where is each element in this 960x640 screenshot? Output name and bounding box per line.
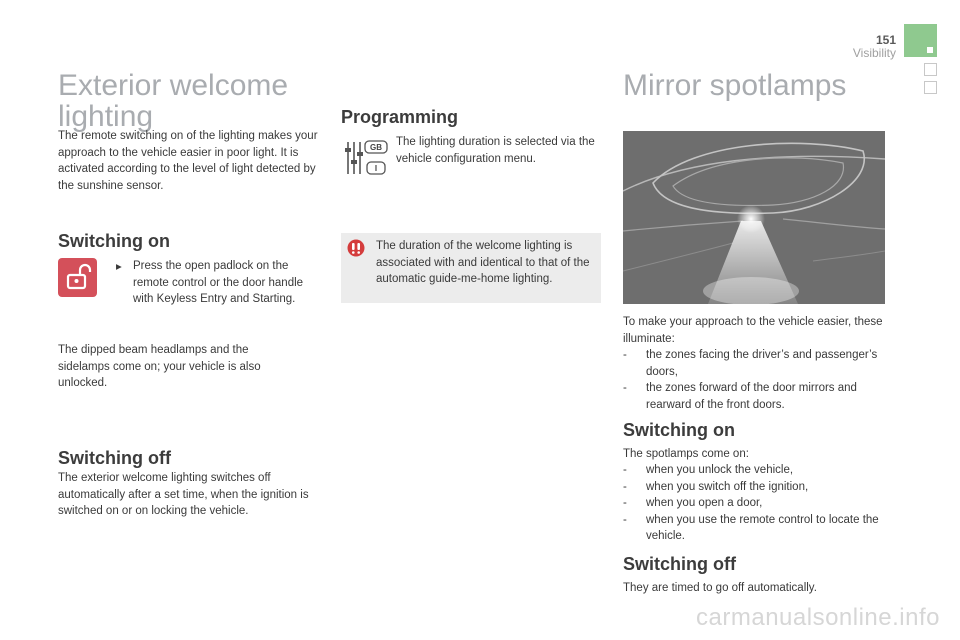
mirror-spotlamps-title: Mirror spotlamps [623, 69, 847, 102]
section-tab [924, 81, 937, 94]
configuration-menu-icon [342, 138, 390, 178]
switching-on-step: Press the open padlock on the remote control or the door handle with Keyless Entry and Starting. [133, 260, 304, 305]
switching-on-conditions-list [623, 462, 885, 545]
zones-list [623, 347, 885, 413]
list-item: - when you use the remote control to locate the vehicle. [623, 513, 879, 542]
list-item: - when you open a door, [623, 497, 763, 509]
intro-text: The remote switching on of the lighting makes your approach to the vehicle easier in poor light. It is activated according to the level of light detected by the sunshine sensor. [58, 130, 318, 192]
spotlamps-switching-off-text: They are timed to go off automatically. [623, 582, 817, 594]
section-name: Visibility [852, 46, 896, 60]
page-number: 151 [875, 33, 896, 47]
programming-text: The lighting duration is selected via the vehicle configuration menu. [396, 136, 595, 165]
section-tab-active [904, 24, 937, 57]
language-i-label: I [374, 164, 378, 173]
spotlamps-switching-off-heading: Switching off [623, 554, 736, 574]
exterior-welcome-lighting-title: Exterior welcome lighting [58, 69, 289, 133]
list-item: - the zones forward of the door mirrors and rearward of the front doors. [623, 382, 857, 411]
programming-heading: Programming [341, 107, 459, 127]
watermark: carmanualsonline.info [696, 604, 940, 631]
spotlamps-switching-on-intro: The spotlamps come on: [623, 448, 749, 460]
switching-off-heading: Switching off [58, 448, 171, 468]
switching-on-result: The dipped beam headlamps and the sidelamps come on; your vehicle is also unlocked. [58, 344, 261, 389]
spotlamps-switching-on-heading: Switching on [623, 420, 735, 440]
warning-text: The duration of the welcome lighting is associated with and identical to that of the automatic guide-me-home lighting. [376, 240, 590, 285]
list-item: - the zones facing the driver’s and passenger’s doors, [623, 349, 878, 378]
mirror-spotlamps-description: To make your approach to the vehicle easier, these illuminate: [623, 316, 883, 345]
mirror-spotlamp-illustration [623, 131, 885, 304]
padlock-badge [58, 258, 97, 297]
list-item: - when you unlock the vehicle, [623, 464, 794, 476]
section-tab [924, 63, 937, 76]
tab-marker-icon [927, 47, 933, 53]
switching-on-heading: Switching on [58, 231, 170, 251]
warning-box [341, 233, 601, 303]
switching-off-text: The exterior welcome lighting switches off automatically after a set time, when the ignition is switched on or on locking the vehicle. [58, 472, 309, 517]
warning-icon [347, 239, 365, 257]
step-bullet-icon: ▸ [116, 259, 122, 273]
list-item: - when you switch off the ignition, [623, 480, 809, 493]
open-padlock-icon [58, 258, 97, 297]
language-gb-label: GB [370, 143, 382, 152]
